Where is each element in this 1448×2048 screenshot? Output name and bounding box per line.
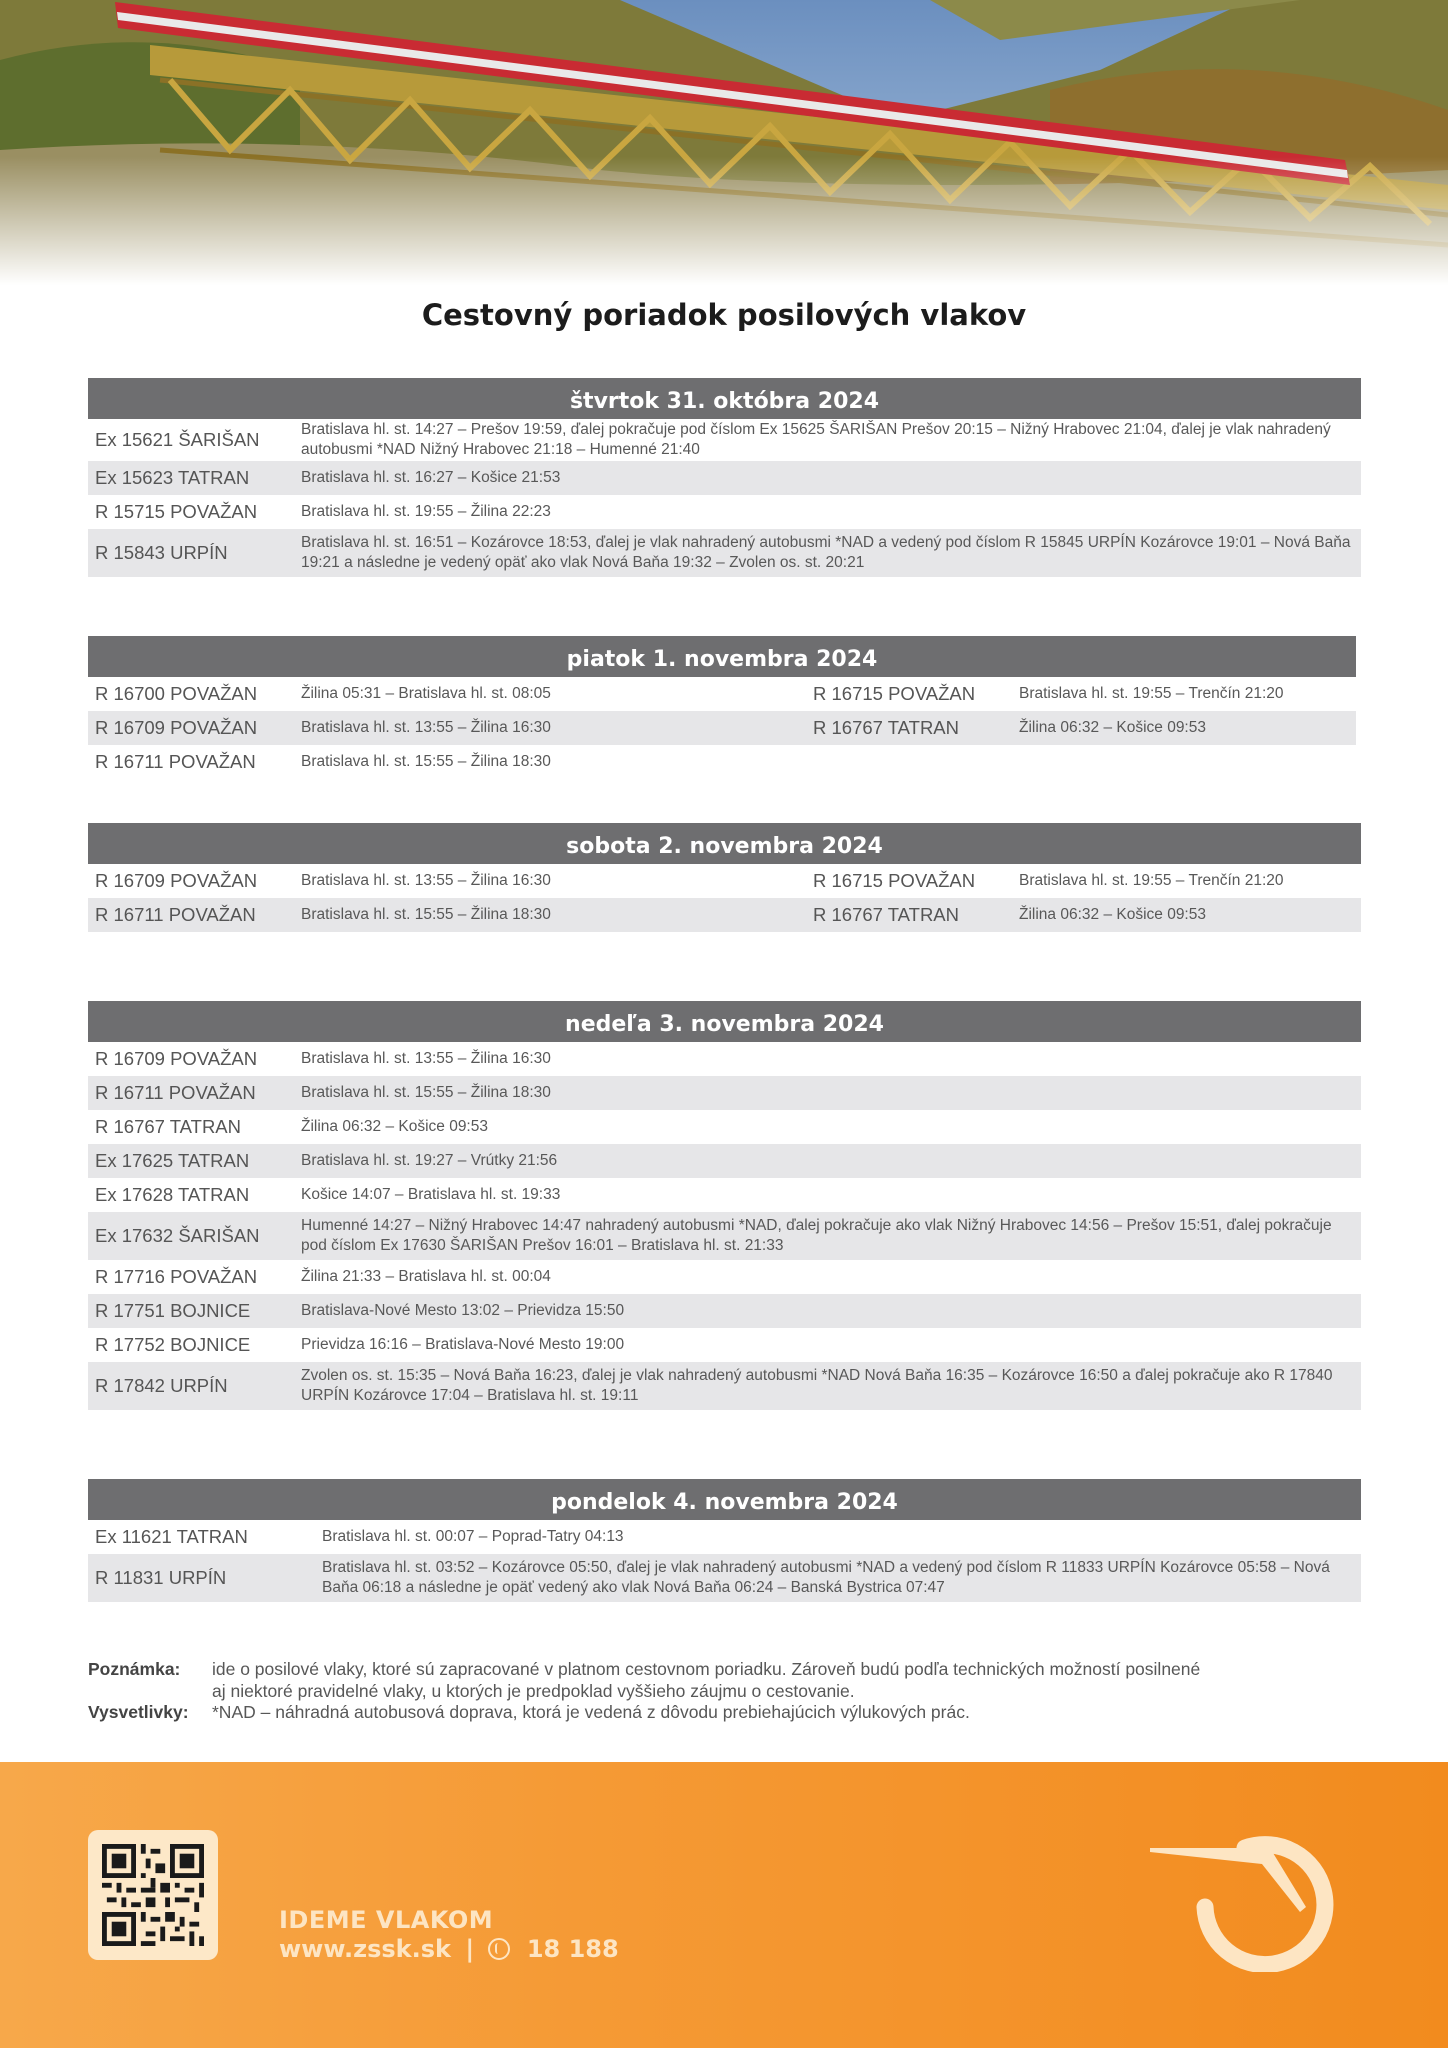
train-row: [88, 1042, 1361, 1076]
slogan: IDEME VLAKOM: [279, 1906, 494, 1934]
train-row: [88, 711, 806, 745]
right-column: [806, 864, 1361, 932]
train-name: R 16709 POVAŽAN: [95, 1048, 258, 1069]
train-row: [88, 1260, 1361, 1294]
train-row: [88, 461, 1361, 495]
train-name: R 16715 POVAŽAN: [813, 870, 976, 891]
train-row: [88, 1554, 1361, 1602]
train-name: R 15715 POVAŽAN: [95, 501, 258, 522]
train-name: R 16767 TATRAN: [95, 1116, 242, 1137]
train-route: Bratislava hl. st. 14:27 – Prešov 19:59, ďalej pokračuje pod číslom Ex 15625 ŠARIŠAN Prešov 20:15 – Nižný Hrabovec 21:04, ďalej je vlak nahradený autobusmi *NAD Nižný Hrabovec 21:18 – Humenné 21:40: [301, 421, 1331, 458]
page-title: Cestovný poriadok posilových vlakov: [421, 298, 1027, 332]
train-route: Bratislava hl. st. 16:51 – Kozárovce 18:53, ďalej je vlak nahradený autobusmi *NAD a vedený pod číslom R 15845 URPÍN Kozárovce 19:01 – Nová Baňa 19:21 a následne je vedený opäť ako vlak Nová Baňa 19:32 – Zvolen os. st. 20:21: [301, 534, 1351, 571]
train-name: R 15843 URPÍN: [95, 542, 228, 563]
train-row: [88, 1362, 1361, 1410]
right-column: [806, 677, 1356, 779]
train-row: [88, 677, 806, 711]
train-route: Bratislava hl. st. 00:07 – Poprad-Tatry 04:13: [322, 1528, 624, 1545]
train-name: R 11831 URPÍN: [95, 1567, 227, 1588]
train-route: Žilina 21:33 – Bratislava hl. st. 00:04: [301, 1268, 551, 1285]
qr-code-icon[interactable]: [88, 1830, 218, 1960]
train-route: Košice 14:07 – Bratislava hl. st. 19:33: [301, 1186, 561, 1203]
train-route: Bratislava-Nové Mesto 13:02 – Prievidza 15:50: [301, 1302, 625, 1319]
left-column: [88, 677, 806, 779]
train-route: Bratislava hl. st. 15:55 – Žilina 18:30: [301, 753, 551, 770]
train-name: R 16709 POVAŽAN: [95, 717, 258, 738]
legend-label: Vysvetlivky:: [88, 1702, 189, 1722]
day-header: sobota 2. novembra 2024: [88, 823, 1361, 864]
train-name: R 16767 TATRAN: [813, 904, 960, 925]
day-header: pondelok 4. novembra 2024: [88, 1479, 1361, 1520]
day-section-monday: [88, 1479, 1361, 1602]
train-route: Žilina 06:32 – Košice 09:53: [1019, 906, 1206, 923]
train-name: R 16709 POVAŽAN: [95, 870, 258, 891]
footer: [0, 1762, 1448, 2048]
train-name: R 16700 POVAŽAN: [95, 683, 258, 704]
note-label: Poznámka:: [88, 1659, 181, 1679]
train-name: Ex 17632 ŠARIŠAN: [95, 1225, 260, 1246]
train-name: R 16715 POVAŽAN: [813, 683, 976, 704]
note-row: [88, 1659, 1358, 1702]
train-name: Ex 17625 TATRAN: [95, 1150, 250, 1171]
train-row: [88, 529, 1361, 577]
note-text: ide o posilové vlaky, ktoré sú zapracované v platnom cestovnom poriadku. Zároveň budú podľa technických možností posilnené aj niektoré pravidelné vlaky, u ktorých je predpoklad vyššieho záujmu o cestovanie.: [212, 1659, 1201, 1701]
train-route: Bratislava hl. st. 19:27 – Vrútky 21:56: [301, 1152, 558, 1169]
train-route: Bratislava hl. st. 16:27 – Košice 21:53: [301, 469, 561, 486]
hero-photo: [0, 0, 1448, 285]
train-route: Žilina 05:31 – Bratislava hl. st. 08:05: [301, 685, 551, 702]
train-name: Ex 17628 TATRAN: [95, 1184, 250, 1205]
day-header: štvrtok 31. októbra 2024: [88, 378, 1361, 419]
phone-number[interactable]: 18 188: [526, 1935, 619, 1963]
train-name: Ex 11621 TATRAN: [95, 1526, 248, 1547]
train-name: R 17716 POVAŽAN: [95, 1266, 258, 1287]
train-name: Ex 15623 TATRAN: [95, 467, 250, 488]
train-route: Zvolen os. st. 15:35 – Nová Baňa 16:23, ďalej je vlak nahradený autobusmi *NAD Nová Baňa 16:35 – Kozárovce 16:50 a ďalej pokračuje ako R 17840 URPÍN Kozárovce 17:04 – Bratislava hl. st. 19:11: [301, 1367, 1333, 1404]
train-name: R 17842 URPÍN: [95, 1375, 228, 1396]
train-row: [88, 1178, 1361, 1212]
train-row: [88, 745, 806, 779]
train-name: R 16711 POVAŽAN: [95, 751, 256, 772]
train-route: Žilina 06:32 – Košice 09:53: [301, 1118, 488, 1135]
website-link[interactable]: www.zssk.sk: [279, 1935, 451, 1963]
train-name: R 16711 POVAŽAN: [95, 904, 256, 925]
train-row: [88, 1144, 1361, 1178]
train-row: [88, 419, 1361, 461]
train-route: Bratislava hl. st. 03:52 – Kozárovce 05:50, ďalej je vlak nahradený autobusmi *NAD a vedený pod číslom R 11833 URPÍN Kozárovce 05:58 – Nová Baňa 06:18 a následne je opäť vedený ako vlak Nová Baňa 06:24 – Banská Bystrica 07:47: [322, 1559, 1330, 1596]
day-header: piatok 1. novembra 2024: [88, 636, 1356, 677]
legend-row: [88, 1702, 1358, 1724]
train-route: Bratislava hl. st. 13:55 – Žilina 16:30: [301, 1050, 551, 1067]
train-row: [806, 711, 1356, 745]
train-route: Bratislava hl. st. 13:55 – Žilina 16:30: [301, 719, 551, 736]
train-route: Bratislava hl. st. 19:55 – Žilina 22:23: [301, 503, 551, 520]
train-route: Bratislava hl. st. 19:55 – Trenčín 21:20: [1019, 685, 1284, 702]
train-row: [88, 1110, 1361, 1144]
train-name: R 16767 TATRAN: [813, 717, 960, 738]
train-row: [88, 1328, 1361, 1362]
train-row: [88, 1076, 1361, 1110]
train-route: Prievidza 16:16 – Bratislava-Nové Mesto 19:00: [301, 1336, 625, 1353]
contact-line: [279, 1935, 619, 1963]
train-row: [88, 898, 806, 932]
day-header: nedeľa 3. novembra 2024: [88, 1001, 1361, 1042]
train-route: Bratislava hl. st. 19:55 – Trenčín 21:20: [1019, 872, 1284, 889]
train-route: Humenné 14:27 – Nižný Hrabovec 14:47 nahradený autobusmi *NAD, ďalej pokračuje ako vlak Nižný Hrabovec 14:56 – Prešov 15:51, ďalej pokračuje pod číslom Ex 17630 ŠARIŠAN Prešov 16:01 – Bratislava hl. st. 21:33: [301, 1217, 1332, 1254]
train-row: [806, 898, 1361, 932]
train-row: [806, 677, 1356, 711]
notes: [88, 1659, 1358, 1724]
train-name: Ex 15621 ŠARIŠAN: [95, 429, 260, 450]
train-route: Bratislava hl. st. 13:55 – Žilina 16:30: [301, 872, 551, 889]
separator: |: [465, 1935, 475, 1963]
train-name: R 16711 POVAŽAN: [95, 1082, 256, 1103]
day-section-sunday: [88, 1001, 1361, 1410]
train-row: [88, 1294, 1361, 1328]
zssk-logo: [1150, 1822, 1365, 1977]
train-row: [88, 864, 806, 898]
left-column: [88, 864, 806, 932]
phone-circle-icon: [488, 1938, 510, 1960]
train-route: Žilina 06:32 – Košice 09:53: [1019, 719, 1206, 736]
day-section-friday: [88, 636, 1356, 779]
legend-text: *NAD – náhradná autobusová doprava, ktorá je vedená z dôvodu prebiehajúcich výlukových prác.: [212, 1702, 970, 1722]
train-row: [88, 1212, 1361, 1260]
day-section-saturday: [88, 823, 1361, 932]
train-name: R 17751 BOJNICE: [95, 1300, 251, 1321]
train-row: [806, 864, 1361, 898]
train-row: [88, 1520, 1361, 1554]
train-route: Bratislava hl. st. 15:55 – Žilina 18:30: [301, 906, 551, 923]
day-section-thursday: [88, 378, 1361, 577]
train-row: [88, 495, 1361, 529]
train-name: R 17752 BOJNICE: [95, 1334, 251, 1355]
train-route: Bratislava hl. st. 15:55 – Žilina 18:30: [301, 1084, 551, 1101]
